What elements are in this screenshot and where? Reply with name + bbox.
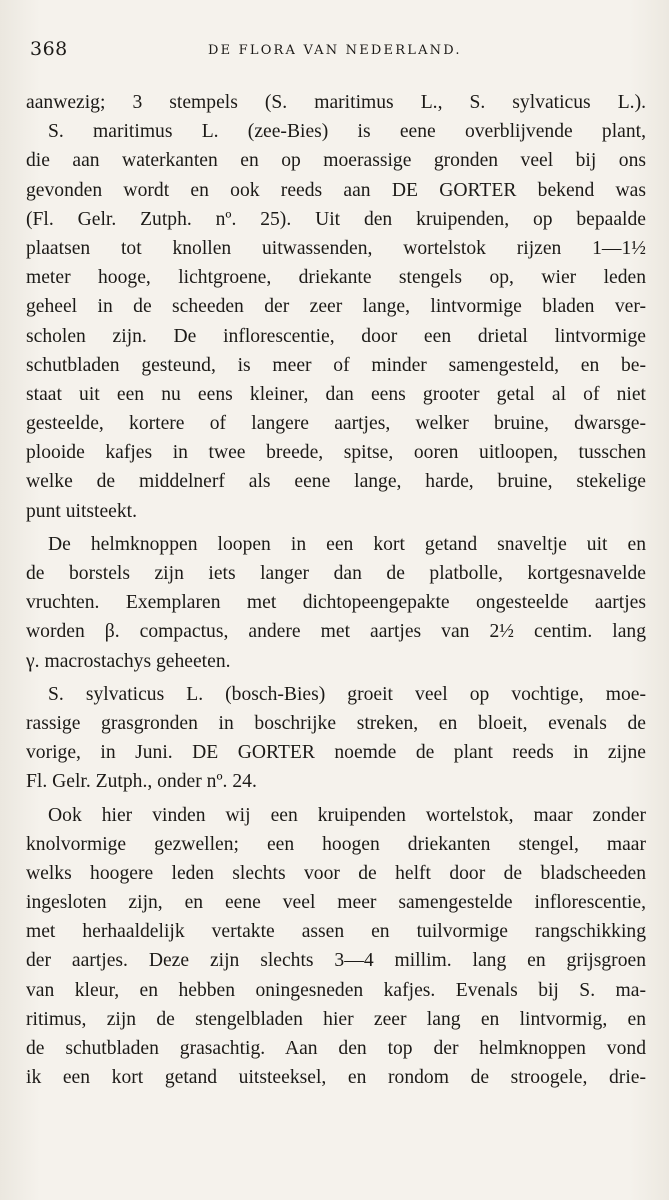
running-title: DE FLORA VAN NEDERLAND. <box>208 43 462 58</box>
text-line: Ook hier vinden wij een kruipenden wortelstok, maar zonder <box>48 804 646 826</box>
text-line: geheel in de scheeden der zeer lange, lintvormige bladen ver- <box>26 296 646 318</box>
text-line: staat uit een nu eens kleiner, dan eens grooter getal al of niet <box>26 383 646 405</box>
text-line: gesteelde, kortere of langere aartjes, welker bruine, dwarsge- <box>26 413 646 435</box>
text-line: (Fl. Gelr. Zutph. nº. 25). Uit den kruipenden, op bepaalde <box>26 208 646 230</box>
text-line: welks hoogere leden slechts voor de helft door de bladscheeden <box>26 862 646 884</box>
text-line: welke de middelnerf als eene lange, harde, bruine, stekelige <box>26 471 646 493</box>
text-line: de schutbladen grasachtig. Aan den top der helmknoppen vond <box>26 1038 646 1059</box>
text-line: plaatsen tot knollen uitwassenden, wortelstok rijzen 1—1½ <box>26 237 646 259</box>
page-header <box>30 38 645 64</box>
text-line: van kleur, en hebben oningesneden kafjes. Evenals bij S. ma- <box>26 979 646 1001</box>
text-line: ingesloten zijn, en eene veel meer samengestelde inflorescentie, <box>26 892 646 914</box>
body-text <box>26 88 646 1092</box>
text-line: scholen zijn. De inflorescentie, door een drietal lintvormige <box>26 325 646 347</box>
text-line: knolvormige gezwellen; een hoogen driekanten stengel, maar <box>26 833 646 855</box>
text-line: der aartjes. Deze zijn slechts 3—4 millim. lang en grijsgroen <box>26 950 646 972</box>
text-line: punt uitsteekt. <box>26 500 138 522</box>
text-line: S. sylvaticus L. (bosch-Bies) groeit veel op vochtige, moe- <box>48 683 646 705</box>
text-line: gevonden wordt en ook reeds aan DE GORTER bekend was <box>26 179 646 201</box>
text-line: vruchten. Exemplaren met dichtopeengepakte ongesteelde aartjes <box>26 592 646 614</box>
text-line: γ. macrostachys geheeten. <box>26 650 231 672</box>
text-line: die aan waterkanten en op moerassige gronden veel bij ons <box>26 150 646 172</box>
text-line: worden β. compactus, andere met aartjes van 2½ centim. lang <box>26 621 646 643</box>
page-number: 368 <box>30 38 68 60</box>
text-line: Fl. Gelr. Zutph., onder nº. 24. <box>26 771 257 793</box>
text-line: de borstels zijn iets langer dan de platbolle, kortgesnavelde <box>26 563 646 584</box>
text-line: aanwezig; 3 stempels (S. maritimus L., S. sylvaticus L.). <box>26 92 646 113</box>
text-line: plooide kafjes in twee breede, spitse, ooren uitloopen, tusschen <box>26 442 646 464</box>
text-line: schutbladen gesteund, is meer of minder samengesteld, en be- <box>26 354 646 376</box>
text-line: meter hooge, lichtgroene, driekante stengels op, wier leden <box>26 267 646 289</box>
text-line: De helmknoppen loopen in een kort getand snaveltje uit en <box>48 533 646 555</box>
text-line: ritimus, zijn de stengelbladen hier zeer lang en lintvormig, en <box>26 1008 646 1030</box>
text-line: ik een kort getand uitsteeksel, en rondom de stroogele, drie- <box>26 1067 646 1089</box>
text-line: vorige, in Juni. DE GORTER noemde de plant reeds in zijne <box>26 742 646 764</box>
text-line: S. maritimus L. (zee-Bies) is eene overblijvende plant, <box>48 121 646 143</box>
text-line: met herhaaldelijk vertakte assen en tuilvormige rangschikking <box>26 921 646 943</box>
text-line: rassige grasgronden in boschrijke streken, en bloeit, evenals de <box>26 712 646 734</box>
